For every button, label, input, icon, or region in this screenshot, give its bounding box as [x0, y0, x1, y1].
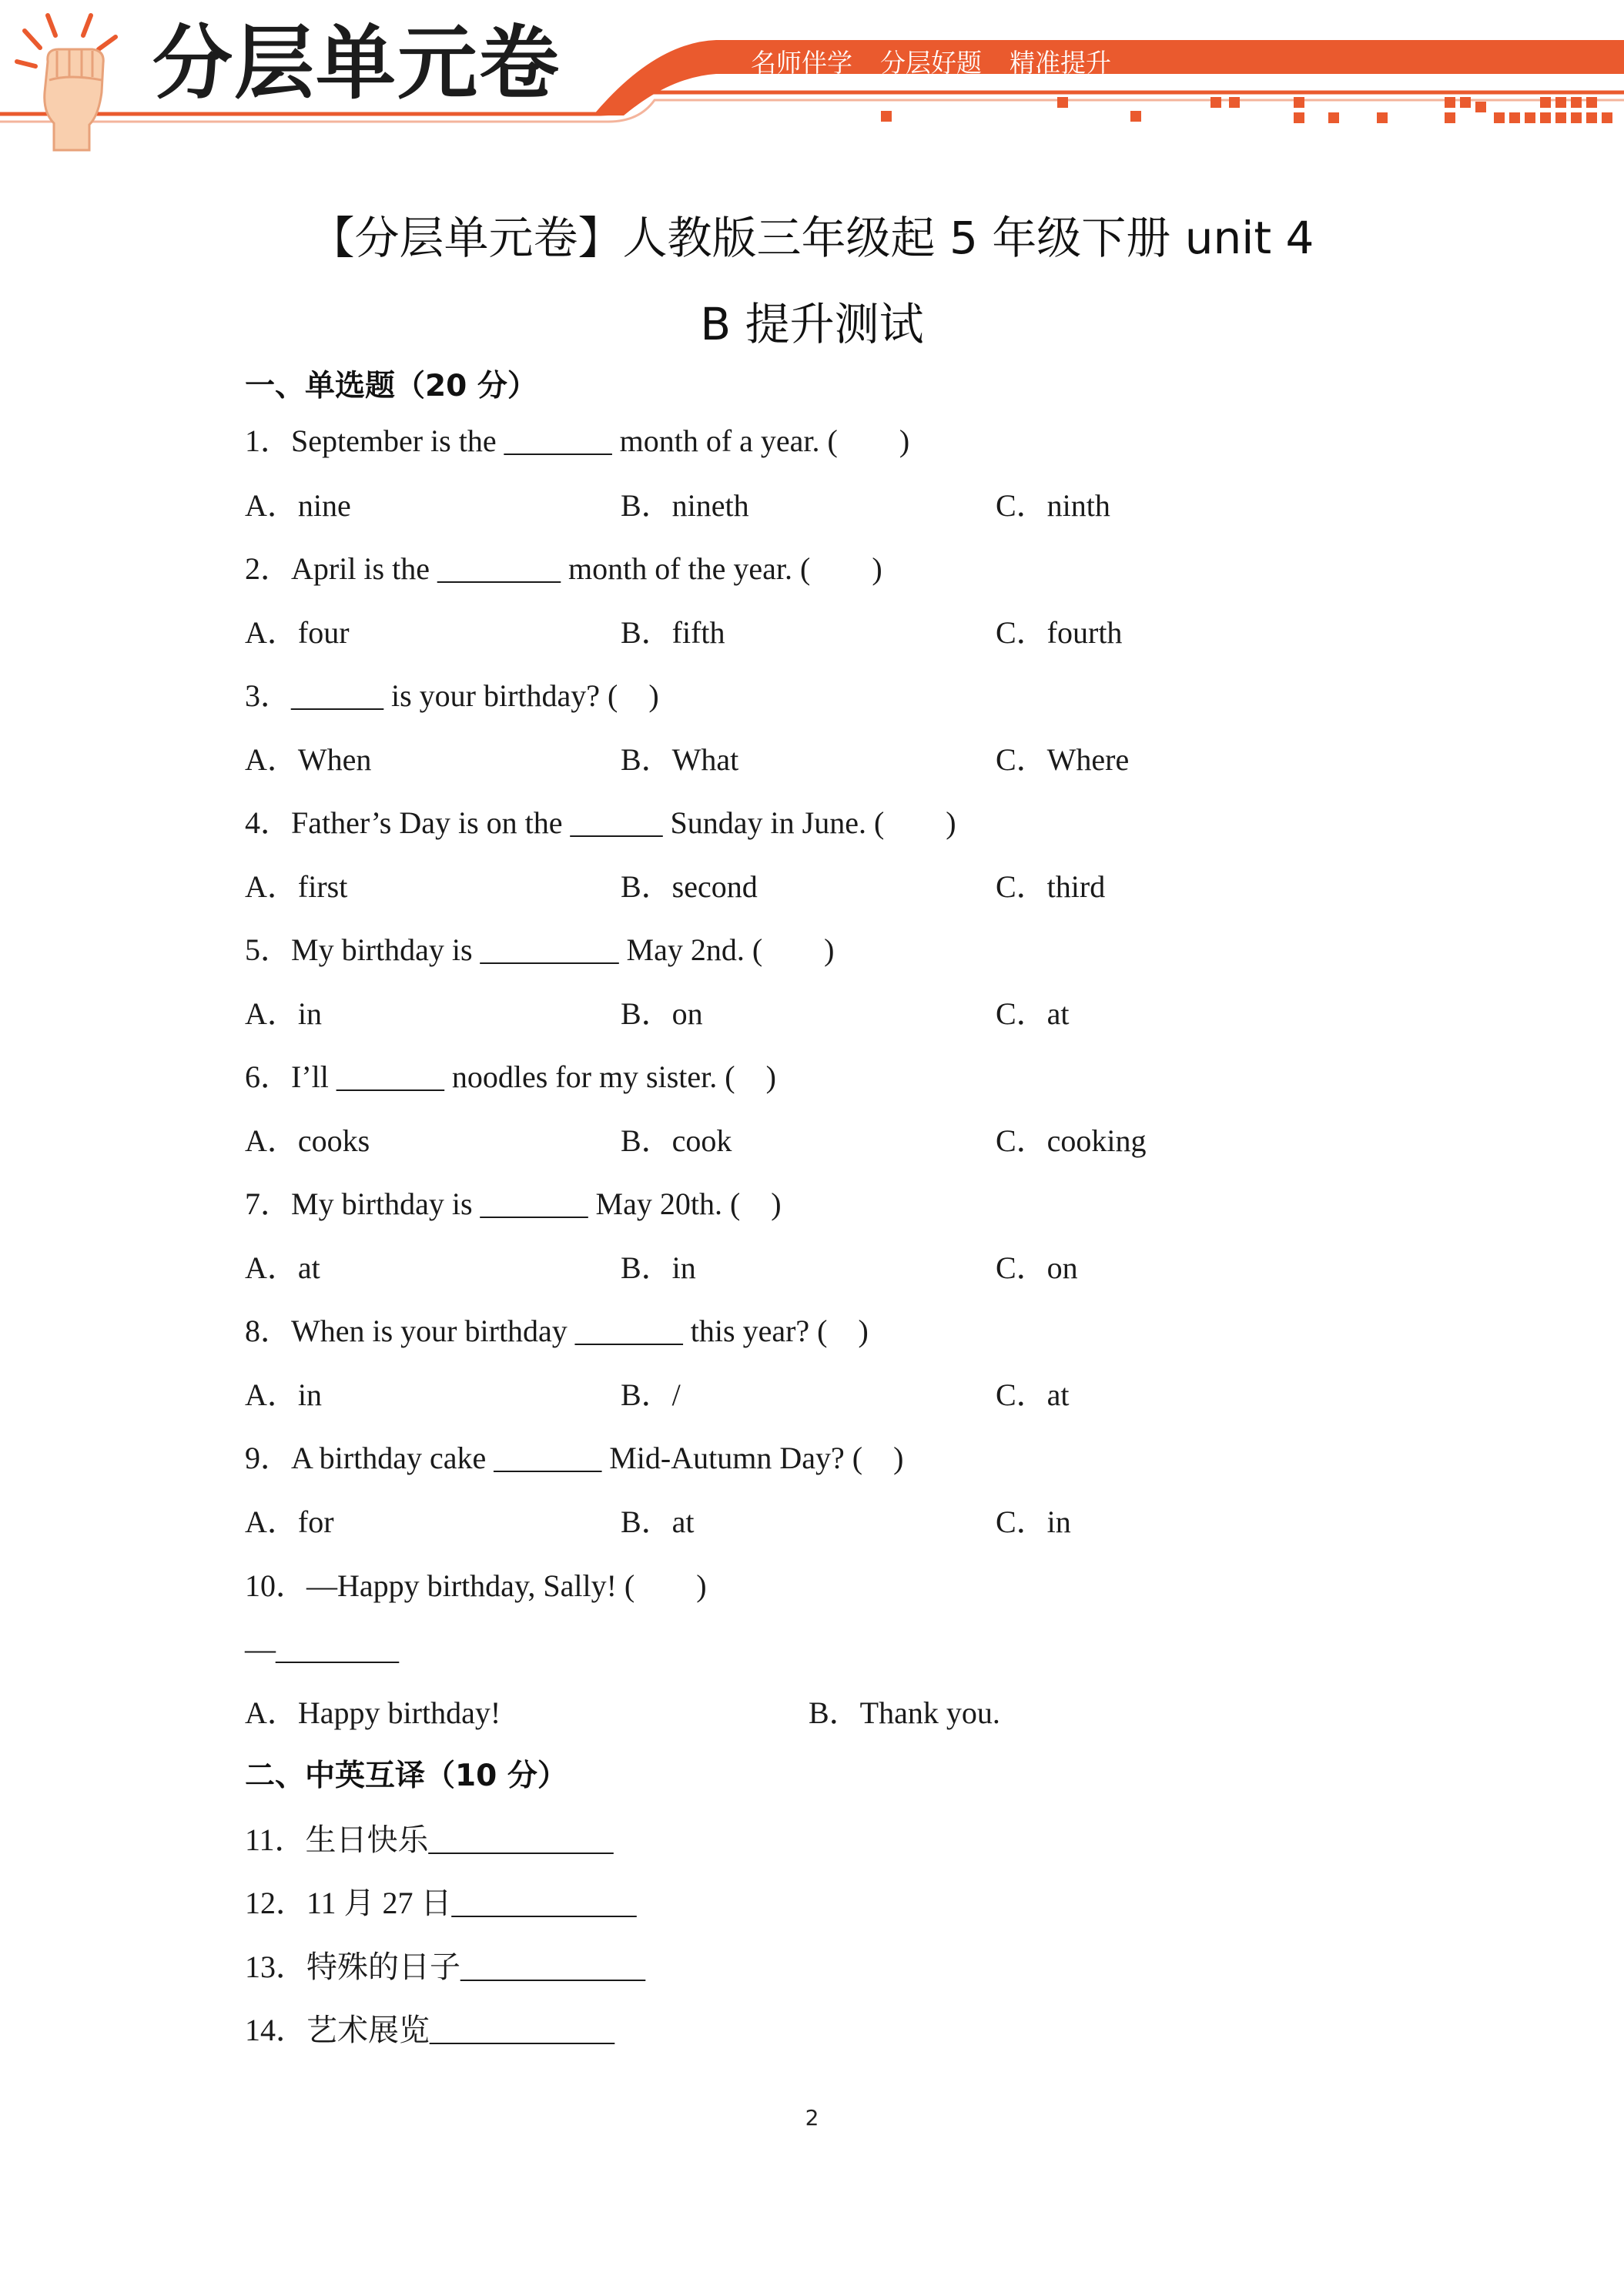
- page-number: 2: [805, 2105, 819, 2130]
- slogan: [751, 42, 1151, 79]
- option-b: B．at: [621, 1504, 695, 1539]
- option-a: A．When: [245, 742, 372, 777]
- option-a: A．cooks: [245, 1123, 370, 1158]
- question-stem: 7．My birthday is _______ May 20th. ( ): [245, 1186, 782, 1221]
- option-c: C．in: [996, 1504, 1071, 1539]
- question-stem: 1．September is the _______ month of a year. ( ): [245, 423, 910, 458]
- page-header: [0, 0, 1624, 154]
- option-c: C．ninth: [996, 488, 1110, 523]
- question-stem: 4．Father’s Day is on the ______ Sunday in June. ( ): [245, 805, 956, 840]
- option-b: B．fifth: [621, 615, 725, 650]
- option-c: C．third: [996, 869, 1106, 904]
- option-c: C．Where: [996, 742, 1130, 777]
- option-c: C．cooking: [996, 1123, 1147, 1158]
- brand-title: 分层单元卷: [152, 16, 561, 110]
- document-subtitle: B 提升测试: [700, 298, 924, 350]
- question-stem: 8．When is your birthday _______ this year? ( ): [245, 1314, 869, 1348]
- option-b: B．nineth: [621, 488, 749, 523]
- question-stem: 5．My birthday is _________ May 2nd. ( ): [245, 932, 835, 967]
- option-a: A．in: [245, 1377, 322, 1412]
- translation-item: 12．11 月 27 日____________: [245, 1886, 637, 1920]
- option-a: A．first: [245, 869, 348, 904]
- section-heading: 一、单选题（20 分）: [245, 369, 537, 403]
- translation-item: 11．生日快乐____________: [245, 1822, 614, 1857]
- option-a: A．in: [245, 996, 322, 1031]
- option-b: B．in: [621, 1250, 696, 1285]
- question-stem: 9．A birthday cake _______ Mid-Autumn Day? ( ): [245, 1441, 904, 1475]
- option-a: A．for: [245, 1504, 334, 1539]
- option-b: B．What: [621, 742, 739, 777]
- fist-icon: [0, 0, 154, 154]
- question-stem: 6．I’ll _______ noodles for my sister. ( ): [245, 1059, 776, 1094]
- option-b: B．/: [621, 1377, 681, 1412]
- translation-item: 14．艺术展览____________: [245, 2013, 614, 2047]
- option-b: B．Thank you.: [809, 1695, 1000, 1730]
- option-c: C．at: [996, 1377, 1070, 1412]
- option-c: C．at: [996, 996, 1070, 1031]
- question-stem: 2．April is the ________ month of the year. ( ): [245, 551, 882, 586]
- document-title: 【分层单元卷】人教版三年级起 5 年级下册 unit 4: [310, 212, 1314, 264]
- option-b: B．on: [621, 996, 703, 1031]
- question-stem: 10．—Happy birthday, Sally! ( ): [245, 1568, 707, 1603]
- option-c: C．on: [996, 1250, 1078, 1285]
- question-stem: 3．______ is your birthday? ( ): [245, 678, 659, 713]
- option-b: B．cook: [621, 1123, 732, 1158]
- option-c: C．fourth: [996, 615, 1123, 650]
- section-heading: 二、中英互译（10 分）: [245, 1759, 568, 1793]
- option-a: A．Happy birthday!: [245, 1695, 501, 1730]
- slogan-item: 分层好题: [880, 47, 982, 78]
- answer-blank: —________: [245, 1632, 399, 1666]
- option-a: A．at: [245, 1250, 320, 1285]
- option-a: A．four: [245, 615, 350, 650]
- slogan-item: 名师伴学: [751, 47, 852, 78]
- option-b: B．second: [621, 869, 758, 904]
- slogan-item: 精准提升: [1010, 47, 1111, 78]
- translation-item: 13．特殊的日子____________: [245, 1950, 645, 1984]
- option-a: A．nine: [245, 488, 351, 523]
